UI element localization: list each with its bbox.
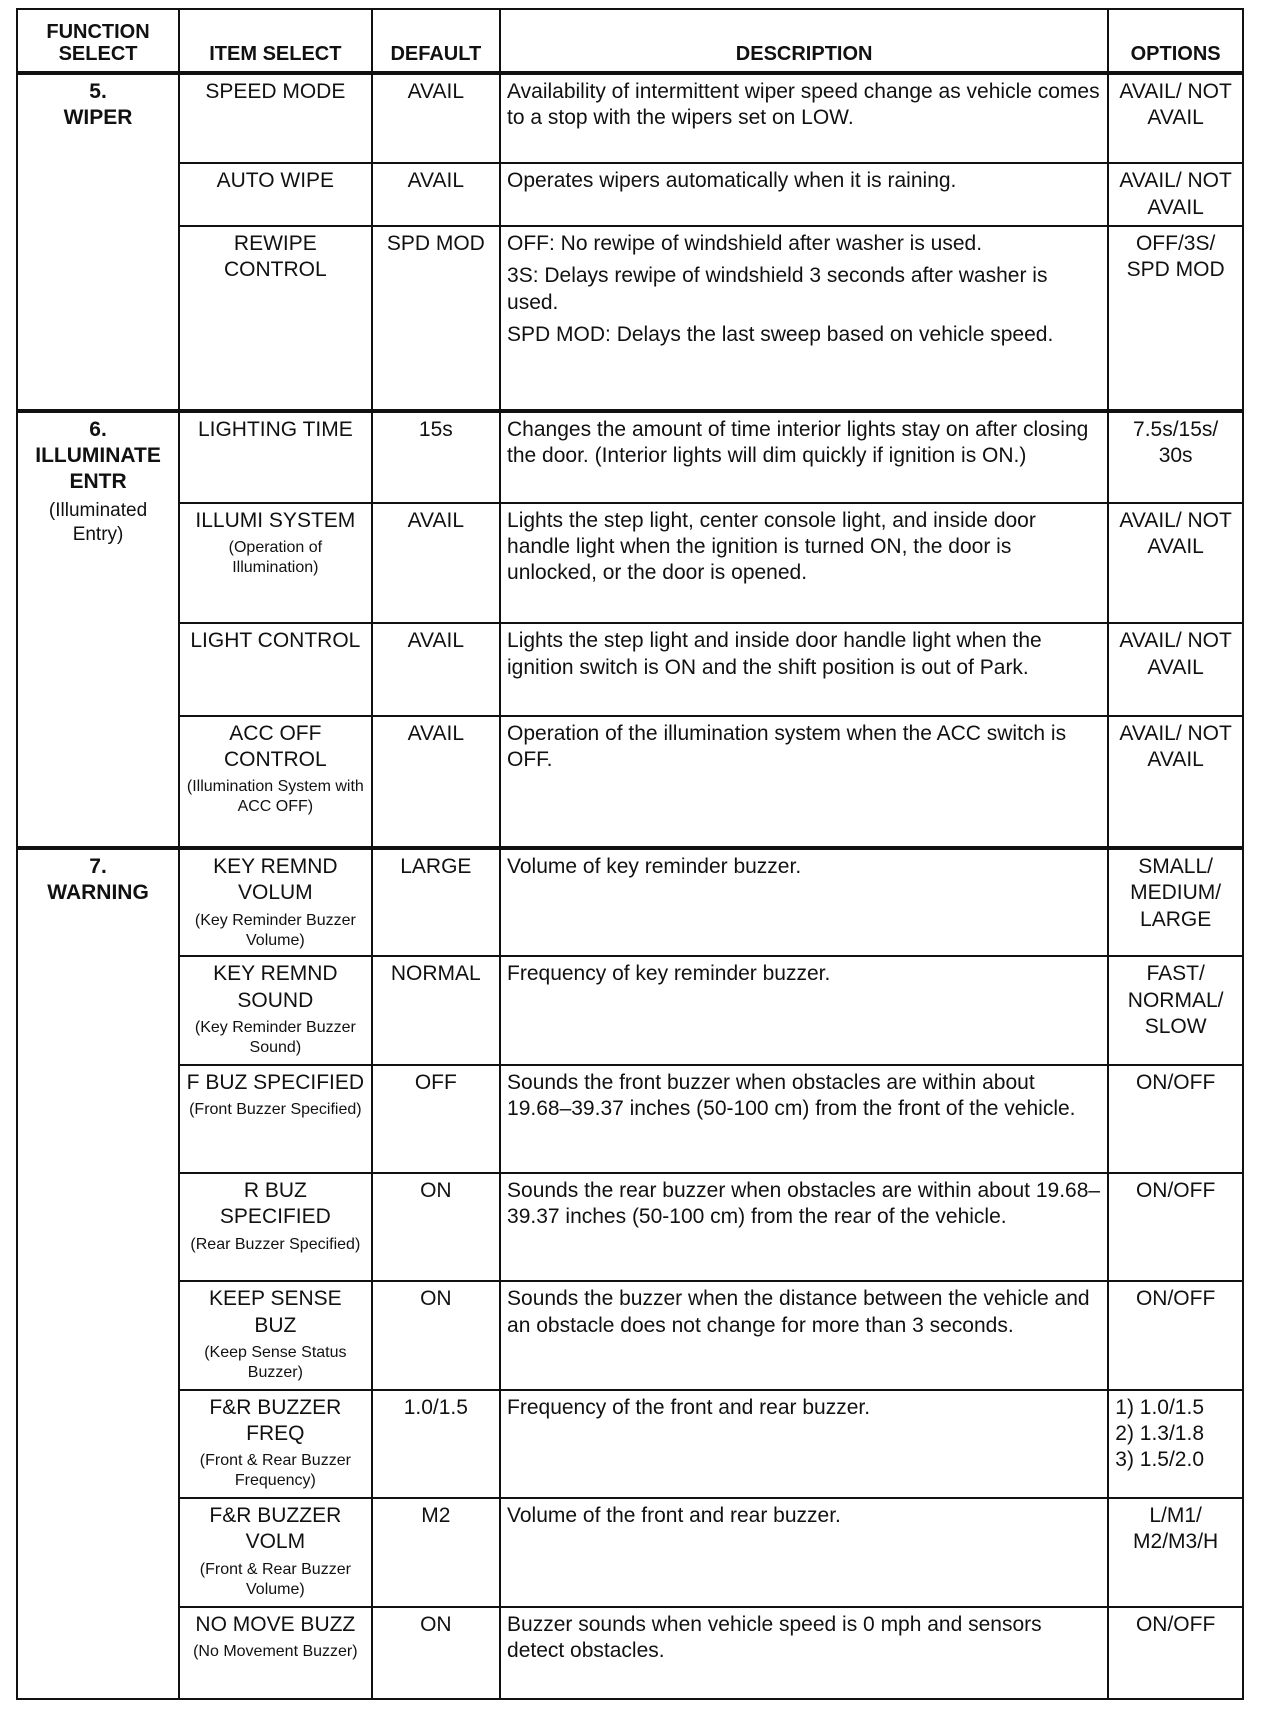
default-cell: NORMAL: [372, 956, 500, 1064]
options-cell: AVAIL/ NOT AVAIL: [1108, 503, 1243, 623]
table-row: [17, 73, 1243, 163]
item-cell: AUTO WIPE: [179, 163, 372, 226]
options-cell: SMALL/ MEDIUM/ LARGE: [1108, 848, 1243, 956]
description-cell: Sounds the front buzzer when obstacles are within about 19.68–39.37 inches (50-100 cm) from the front of the vehicle.: [500, 1065, 1108, 1173]
table-row: [17, 1498, 1243, 1606]
item-subtitle: (Rear Buzzer Specified): [190, 1235, 361, 1253]
default-cell: AVAIL: [372, 503, 500, 623]
item-cell: SPEED MODE: [179, 73, 372, 163]
table-row: [17, 503, 1243, 623]
description-cell: Volume of the front and rear buzzer.: [500, 1498, 1108, 1606]
item-cell: F&R BUZZER VOLM (Front & Rear Buzzer Volume): [179, 1498, 372, 1606]
item-subtitle: (Keep Sense Status Buzzer): [204, 1343, 347, 1381]
options-cell: 7.5s/15s/ 30s: [1108, 411, 1243, 503]
default-cell: AVAIL: [372, 163, 500, 226]
options-cell: ON/OFF: [1108, 1065, 1243, 1173]
options-cell: [1108, 1390, 1243, 1498]
table-row: [17, 411, 1243, 503]
description-cell: [500, 226, 1108, 411]
option-item: 2) 1.3/1.8: [1115, 1422, 1204, 1446]
item-cell: ILLUMI SYSTEM (Operation of Illumination): [179, 503, 372, 623]
options-cell: AVAIL/ NOT AVAIL: [1108, 163, 1243, 226]
header-item-select: ITEM SELECT: [179, 9, 372, 73]
function-subtitle: (Illuminated Entry): [48, 500, 148, 546]
default-cell: 15s: [372, 411, 500, 503]
description-part: OFF: No rewipe of windshield after washer is used.: [507, 232, 983, 255]
header-function-select: FUNCTION SELECT: [17, 9, 179, 73]
default-cell: AVAIL: [372, 623, 500, 715]
item-cell: R BUZ SPECIFIED (Rear Buzzer Specified): [179, 1173, 372, 1281]
table-row: [17, 848, 1243, 956]
item-cell: KEY REMND VOLUM (Key Reminder Buzzer Volume): [179, 848, 372, 956]
function-number: 6.: [89, 417, 107, 441]
description-cell: Operates wipers automatically when it is raining.: [500, 163, 1108, 226]
table-row: [17, 163, 1243, 226]
function-cell-illuminate-entr: [17, 411, 179, 848]
function-number: 7.: [89, 855, 107, 879]
description-cell: Frequency of key reminder buzzer.: [500, 956, 1108, 1064]
description-cell: Operation of the illumination system when the ACC switch is OFF.: [500, 716, 1108, 848]
default-cell: M2: [372, 1498, 500, 1606]
options-cell: ON/OFF: [1108, 1607, 1243, 1699]
item-subtitle: (Key Reminder Buzzer Sound): [194, 1018, 356, 1056]
options-cell: FAST/ NORMAL/ SLOW: [1108, 956, 1243, 1064]
description-cell: Sounds the buzzer when the distance between the vehicle and an obstacle does not change for more than 3 seconds.: [500, 1281, 1108, 1389]
item-cell: KEEP SENSE BUZ (Keep Sense Status Buzzer): [179, 1281, 372, 1389]
item-cell: NO MOVE BUZZ (No Movement Buzzer): [179, 1607, 372, 1699]
table-row: [17, 226, 1243, 411]
default-cell: OFF: [372, 1065, 500, 1173]
description-cell: Volume of key reminder buzzer.: [500, 848, 1108, 956]
options-cell: ON/OFF: [1108, 1173, 1243, 1281]
item-cell: KEY REMND SOUND (Key Reminder Buzzer Sound): [179, 956, 372, 1064]
default-cell: AVAIL: [372, 73, 500, 163]
item-cell: LIGHT CONTROL: [179, 623, 372, 715]
default-cell: SPD MOD: [372, 226, 500, 411]
description-cell: Lights the step light and inside door handle light when the ignition switch is ON and the shift position is out of Park.: [500, 623, 1108, 715]
table-row: [17, 1173, 1243, 1281]
item-cell: F&R BUZZER FREQ (Front & Rear Buzzer Frequency): [179, 1390, 372, 1498]
table-row: [17, 1065, 1243, 1173]
options-cell: AVAIL/ NOT AVAIL: [1108, 73, 1243, 163]
item-cell: LIGHTING TIME: [179, 411, 372, 503]
description-part: 3S: Delays rewipe of windshield 3 seconds after washer is used.: [507, 264, 1048, 314]
default-cell: ON: [372, 1607, 500, 1699]
description-cell: Frequency of the front and rear buzzer.: [500, 1390, 1108, 1498]
function-name: WARNING: [47, 881, 149, 905]
option-item: 1) 1.0/1.5: [1115, 1395, 1204, 1419]
function-name: WIPER: [63, 106, 133, 130]
item-subtitle: (Front & Rear Buzzer Frequency): [199, 1452, 351, 1490]
options-cell: L/M1/ M2/M3/H: [1108, 1498, 1243, 1606]
item-cell: F BUZ SPECIFIED (Front Buzzer Specified): [179, 1065, 372, 1173]
description-cell: Availability of intermittent wiper speed change as vehicle comes to a stop with the wipers set on LOW.: [500, 73, 1108, 163]
function-name: ILLUMINATE ENTR: [35, 443, 161, 494]
header-description: DESCRIPTION: [500, 9, 1108, 73]
table-row: [17, 716, 1243, 848]
default-cell: 1.0/1.5: [372, 1390, 500, 1498]
item-subtitle: (Illumination System with ACC OFF): [186, 778, 364, 816]
item-subtitle: (No Movement Buzzer): [193, 1642, 358, 1660]
header-default: DEFAULT: [372, 9, 500, 73]
function-number: 5.: [89, 80, 107, 103]
function-cell-wiper: [17, 73, 179, 411]
option-item: 3) 1.5/2.0: [1115, 1448, 1204, 1472]
table-row: [17, 1281, 1243, 1389]
table-row: [17, 623, 1243, 715]
item-cell: ACC OFF CONTROL (Illumination System with ACC OFF): [179, 716, 372, 848]
description-part: SPD MOD: Delays the last sweep based on vehicle speed.: [507, 322, 1054, 346]
function-settings-table: [16, 8, 1244, 1700]
description-cell: Buzzer sounds when vehicle speed is 0 mph and sensors detect obstacles.: [500, 1607, 1108, 1699]
table-row: [17, 956, 1243, 1064]
table-row: [17, 1390, 1243, 1498]
item-cell: REWIPE CONTROL: [179, 226, 372, 411]
function-cell-warning: [17, 848, 179, 1699]
options-cell: ON/OFF: [1108, 1281, 1243, 1389]
description-cell: Lights the step light, center console light, and inside door handle light when the ignition is turned ON, the door is unlocked, or the door is opened.: [500, 503, 1108, 623]
item-subtitle: (Front Buzzer Specified): [189, 1101, 362, 1119]
table-row: [17, 1607, 1243, 1699]
item-subtitle: (Operation of Illumination): [228, 539, 323, 577]
default-cell: ON: [372, 1173, 500, 1281]
header-options: OPTIONS: [1108, 9, 1243, 73]
description-cell: Changes the amount of time interior lights stay on after closing the door. (Interior lights will dim quickly if ignition is ON.): [500, 411, 1108, 503]
options-cell: AVAIL/ NOT AVAIL: [1108, 623, 1243, 715]
default-cell: ON: [372, 1281, 500, 1389]
item-subtitle: (Key Reminder Buzzer Volume): [194, 911, 356, 949]
default-cell: LARGE: [372, 848, 500, 956]
description-cell: Sounds the rear buzzer when obstacles are within about 19.68–39.37 inches (50-100 cm) from the rear of the vehicle.: [500, 1173, 1108, 1281]
options-cell: AVAIL/ NOT AVAIL: [1108, 716, 1243, 848]
item-subtitle: (Front & Rear Buzzer Volume): [199, 1560, 351, 1598]
default-cell: AVAIL: [372, 716, 500, 848]
options-cell: OFF/3S/ SPD MOD: [1108, 226, 1243, 411]
